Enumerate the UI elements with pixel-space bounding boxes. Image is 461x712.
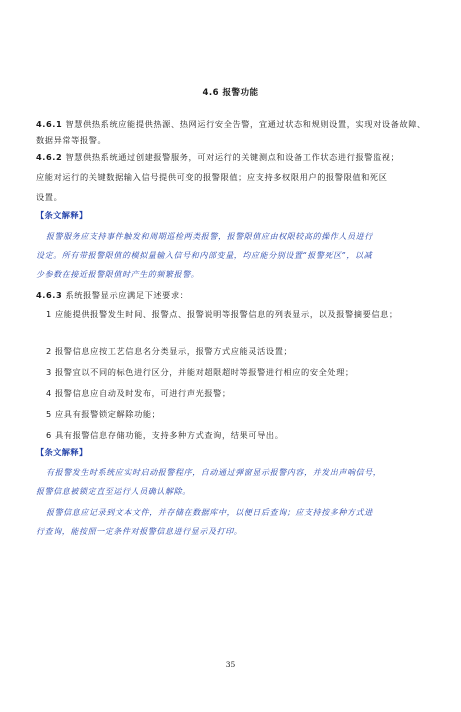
clause-4-6-1-line-2: 数据异常等报警。 — [36, 135, 107, 145]
explanation-line: 报警信息被锁定直至运行人员确认解除。 — [36, 487, 191, 496]
explanation-line: 设定。所有带报警限值的模拟量输入信号和内部变量，均应能分别设置“报警死区”，以减 — [36, 251, 373, 260]
explanation-line: 报警信息应记录到文本文件，并存储在数据库中，以便日后查询；应支持按多种方式进 — [46, 508, 373, 517]
clause-number: 4.6.3 — [36, 290, 63, 300]
clause-number: 4.6.2 — [36, 152, 63, 162]
clause-4-6-3 — [36, 286, 428, 305]
clause-4-6-2-line-3: 设置。 — [36, 192, 63, 202]
clause-text: 智慧供热系统通过创建报警服务，可对运行的关键测点和设备工作状态进行报警监视； — [62, 152, 400, 162]
explanation-line: 报警服务应支持事件触发和周期巡检两类报警，报警限值应由权限较高的操作人员进行 — [46, 232, 373, 241]
clause-text: 智慧供热系统应能提供热源、热网运行安全告警，宜通过状态和规则设置，实现对设备故障、 — [62, 119, 426, 129]
page-number: 35 — [225, 660, 236, 669]
section-title: 4.6 报警功能 — [202, 88, 259, 98]
requirement-item-1: 1 应能提供报警发生时间、报警点、报警说明等报警信息的列表显示，以及报警摘要信息； — [46, 309, 398, 319]
explanation-tag: 【条文解释】 — [36, 210, 88, 220]
requirement-item-5: 5 应具有报警锁定解除功能； — [46, 409, 161, 419]
explanation-line: 行查询，能按照一定条件对报警信息进行显示及打印。 — [36, 527, 243, 536]
requirement-item-2: 2 报警信息应按工艺信息名分类显示，报警方式应能灵活设置； — [46, 346, 293, 356]
explanation-line: 少参数在接近报警限值时产生的频繁报警。 — [36, 270, 200, 279]
clause-4-6-2-line-1 — [36, 148, 428, 167]
clause-text: 系统报警显示应满足下述要求： — [62, 290, 189, 300]
requirement-item-3: 3 报警宜以不同的标色进行区分，并能对超限超时等报警进行相应的安全处理； — [46, 367, 354, 377]
clause-4-6-2-line-2: 应能对运行的关键数据输入信号提供可变的报警限值；应支持多权限用户的报警限值和死区 — [36, 172, 388, 182]
explanation-line: 有报警发生时系统应实时启动报警程序，自动通过弹窗显示报警内容，并发出声响信号， — [46, 468, 382, 477]
requirement-item-6: 6 具有报警信息存储功能，支持多种方式查询，结果可导出。 — [46, 430, 284, 440]
explanation-tag: 【条文解释】 — [36, 447, 88, 457]
requirement-item-4: 4 报警信息应自动及时发布，可进行声光报警； — [46, 388, 231, 398]
clause-number: 4.6.1 — [36, 119, 63, 129]
